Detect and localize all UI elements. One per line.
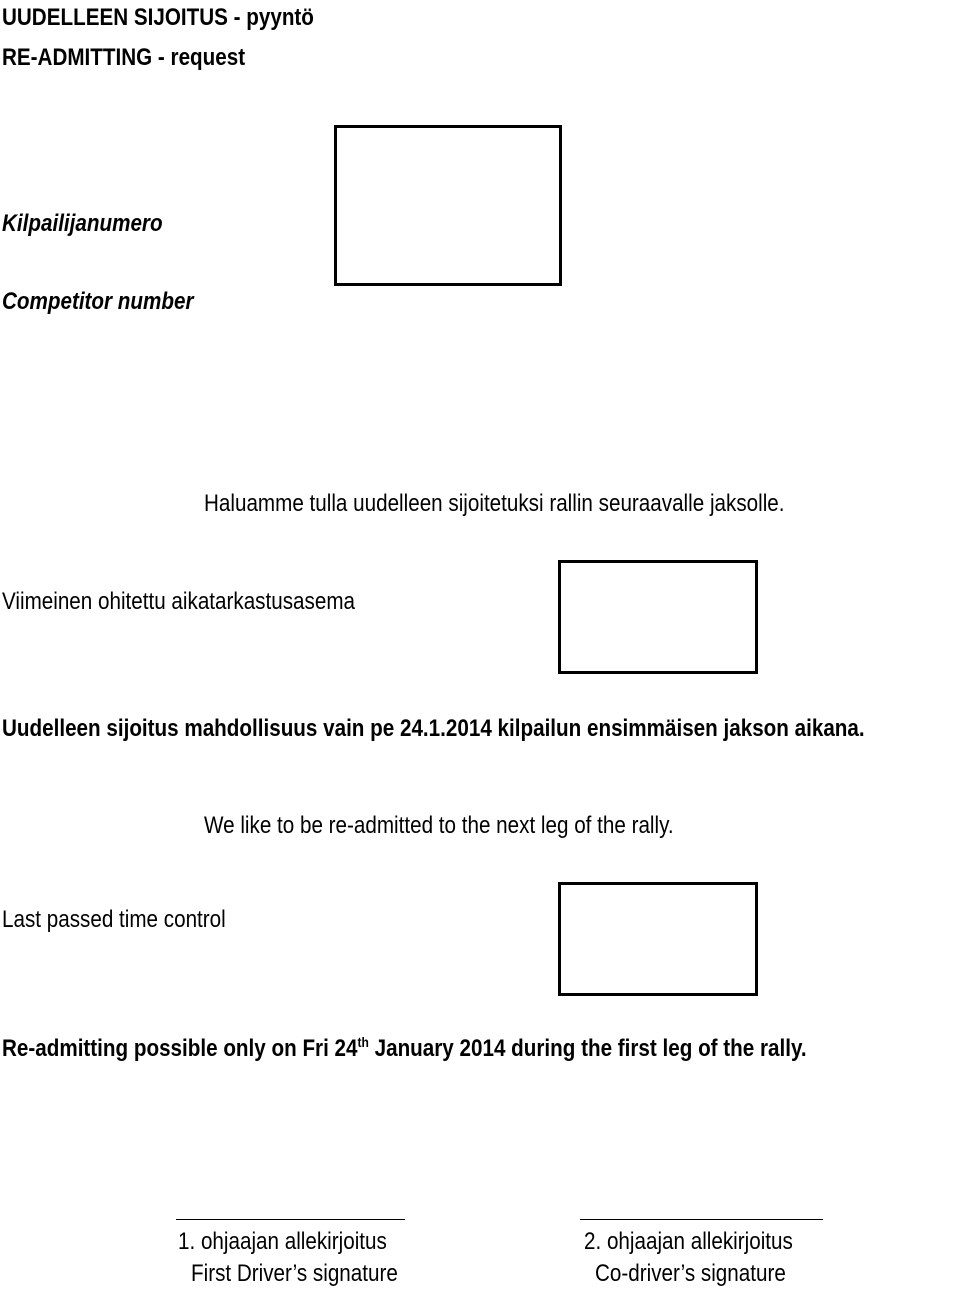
signature-line-co-driver[interactable] (580, 1219, 823, 1220)
title-english: RE-ADMITTING - request (2, 44, 246, 71)
notice-superscript: th (357, 1034, 369, 1050)
request-text-fi: Haluamme tulla uudelleen sijoitetuksi rallin seuraavalle jaksolle. (204, 490, 785, 517)
last-control-box-fi[interactable] (558, 560, 758, 674)
competitor-number-label-en: Competitor number (2, 288, 194, 315)
competitor-number-label-fi: Kilpailijanumero (2, 210, 163, 237)
last-control-label-fi: Viimeinen ohitettu aikatarkastusasema (2, 588, 355, 615)
last-control-box-en[interactable] (558, 882, 758, 996)
signature-label-first-fi: 1. ohjaajan allekirjoitus (178, 1228, 387, 1255)
signature-label-first-en: First Driver’s signature (191, 1260, 398, 1287)
signature-label-second-fi: 2. ohjaajan allekirjoitus (584, 1228, 793, 1255)
request-text-en: We like to be re-admitted to the next leg of the rally. (204, 812, 674, 839)
notice-en: Re-admitting possible only on Fri 24th January 2014 during the first leg of the rally. (2, 1034, 807, 1062)
signature-label-second-en: Co-driver’s signature (595, 1260, 786, 1287)
title-finnish: UUDELLEEN SIJOITUS - pyyntö (2, 4, 314, 31)
competitor-number-box[interactable] (334, 125, 562, 286)
notice-fi: Uudelleen sijoitus mahdollisuus vain pe 24.1.2014 kilpailun ensimmäisen jakson aikana. (2, 715, 865, 742)
signature-line-first-driver[interactable] (176, 1219, 405, 1220)
last-control-label-en: Last passed time control (2, 906, 226, 933)
